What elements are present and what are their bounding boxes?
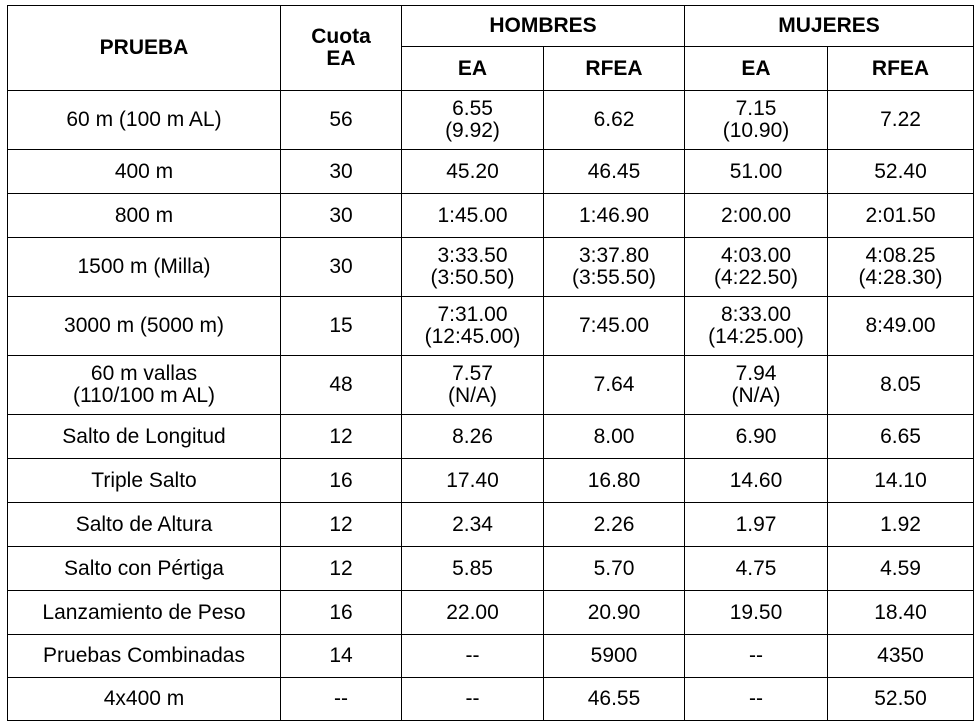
cell-cuota: 12	[281, 415, 402, 459]
cell-cuota: 56	[281, 91, 402, 150]
cell-hombres-rfea: 46.55	[544, 678, 685, 721]
cell-hombres-ea: 1:45.00	[402, 194, 544, 238]
cell-hombres-ea: 22.00	[402, 591, 544, 635]
cell-mujeres-ea: 19.50	[685, 591, 828, 635]
cell-hombres-rfea: 7.64	[544, 356, 685, 415]
cell-mujeres-rfea: 4350	[828, 635, 974, 678]
header-hombres-ea: EA	[402, 47, 544, 91]
cell-hombres-rfea: 46.45	[544, 150, 685, 194]
cell-hombres-rfea: 6.62	[544, 91, 685, 150]
table-row	[8, 678, 974, 721]
cell-mujeres-rfea: 52.50	[828, 678, 974, 721]
cell-mujeres-ea: 8:33.00 (14:25.00)	[685, 297, 828, 356]
cell-hombres-ea: 7.57 (N/A)	[402, 356, 544, 415]
cell-hombres-rfea: 8.00	[544, 415, 685, 459]
cell-prueba: 800 m	[8, 194, 281, 238]
header-hombres-rfea: RFEA	[544, 47, 685, 91]
cell-hombres-ea: 8.26	[402, 415, 544, 459]
results-table	[7, 5, 974, 721]
cell-prueba: 400 m	[8, 150, 281, 194]
header-prueba: PRUEBA	[8, 6, 281, 91]
cell-prueba: 3000 m (5000 m)	[8, 297, 281, 356]
cell-mujeres-ea: 14.60	[685, 459, 828, 503]
header-mujeres-ea: EA	[685, 47, 828, 91]
cell-mujeres-ea: --	[685, 635, 828, 678]
cell-hombres-rfea: 20.90	[544, 591, 685, 635]
cell-mujeres-ea: 4:03.00 (4:22.50)	[685, 238, 828, 297]
cell-cuota: 30	[281, 194, 402, 238]
cell-prueba: 60 m (100 m AL)	[8, 91, 281, 150]
cell-mujeres-rfea: 1.92	[828, 503, 974, 547]
cell-mujeres-rfea: 2:01.50	[828, 194, 974, 238]
cell-mujeres-rfea: 7.22	[828, 91, 974, 150]
cell-prueba: 60 m vallas (110/100 m AL)	[8, 356, 281, 415]
cell-cuota: 16	[281, 591, 402, 635]
table-row	[8, 91, 974, 150]
cell-cuota: 48	[281, 356, 402, 415]
cell-prueba: Salto con Pértiga	[8, 547, 281, 591]
cell-mujeres-ea: 7.15 (10.90)	[685, 91, 828, 150]
cell-hombres-ea: 2.34	[402, 503, 544, 547]
cell-mujeres-ea: 2:00.00	[685, 194, 828, 238]
cell-hombres-ea: 6.55 (9.92)	[402, 91, 544, 150]
table-row	[8, 150, 974, 194]
cell-hombres-rfea: 3:37.80 (3:55.50)	[544, 238, 685, 297]
cell-hombres-ea: --	[402, 678, 544, 721]
cell-mujeres-rfea: 8.05	[828, 356, 974, 415]
header-row-main	[8, 6, 974, 47]
header-hombres: HOMBRES	[402, 6, 685, 47]
table-row	[8, 503, 974, 547]
cell-prueba: 1500 m (Milla)	[8, 238, 281, 297]
cell-hombres-rfea: 1:46.90	[544, 194, 685, 238]
cell-cuota: 30	[281, 150, 402, 194]
cell-mujeres-ea: 51.00	[685, 150, 828, 194]
cell-mujeres-ea: --	[685, 678, 828, 721]
table-row	[8, 459, 974, 503]
header-mujeres-rfea: RFEA	[828, 47, 974, 91]
cell-prueba: 4x400 m	[8, 678, 281, 721]
cell-hombres-ea: 17.40	[402, 459, 544, 503]
cell-prueba: Salto de Altura	[8, 503, 281, 547]
cell-cuota: --	[281, 678, 402, 721]
cell-hombres-rfea: 16.80	[544, 459, 685, 503]
table-row	[8, 297, 974, 356]
header-cuota: Cuota EA	[281, 6, 402, 91]
table-row	[8, 238, 974, 297]
cell-hombres-rfea: 5.70	[544, 547, 685, 591]
cell-hombres-ea: 7:31.00 (12:45.00)	[402, 297, 544, 356]
cell-prueba: Triple Salto	[8, 459, 281, 503]
table-row	[8, 591, 974, 635]
cell-mujeres-ea: 4.75	[685, 547, 828, 591]
cell-mujeres-rfea: 52.40	[828, 150, 974, 194]
cell-cuota: 12	[281, 503, 402, 547]
cell-hombres-rfea: 7:45.00	[544, 297, 685, 356]
cell-prueba: Salto de Longitud	[8, 415, 281, 459]
cell-hombres-ea: 45.20	[402, 150, 544, 194]
cell-hombres-rfea: 5900	[544, 635, 685, 678]
cell-hombres-ea: 3:33.50 (3:50.50)	[402, 238, 544, 297]
cell-prueba: Lanzamiento de Peso	[8, 591, 281, 635]
cell-mujeres-rfea: 4:08.25 (4:28.30)	[828, 238, 974, 297]
cell-mujeres-ea: 7.94 (N/A)	[685, 356, 828, 415]
table-row	[8, 194, 974, 238]
cell-hombres-ea: 5.85	[402, 547, 544, 591]
cell-mujeres-rfea: 14.10	[828, 459, 974, 503]
cell-mujeres-rfea: 18.40	[828, 591, 974, 635]
cell-mujeres-rfea: 8:49.00	[828, 297, 974, 356]
table-row	[8, 415, 974, 459]
cell-mujeres-ea: 1.97	[685, 503, 828, 547]
cell-mujeres-rfea: 4.59	[828, 547, 974, 591]
cell-hombres-ea: --	[402, 635, 544, 678]
cell-hombres-rfea: 2.26	[544, 503, 685, 547]
cell-cuota: 15	[281, 297, 402, 356]
table-row	[8, 356, 974, 415]
cell-mujeres-rfea: 6.65	[828, 415, 974, 459]
table-row	[8, 635, 974, 678]
cell-mujeres-ea: 6.90	[685, 415, 828, 459]
cell-cuota: 30	[281, 238, 402, 297]
cell-cuota: 16	[281, 459, 402, 503]
table-row	[8, 547, 974, 591]
results-body	[8, 91, 974, 721]
cell-cuota: 12	[281, 547, 402, 591]
cell-cuota: 14	[281, 635, 402, 678]
header-mujeres: MUJERES	[685, 6, 974, 47]
cell-prueba: Pruebas Combinadas	[8, 635, 281, 678]
